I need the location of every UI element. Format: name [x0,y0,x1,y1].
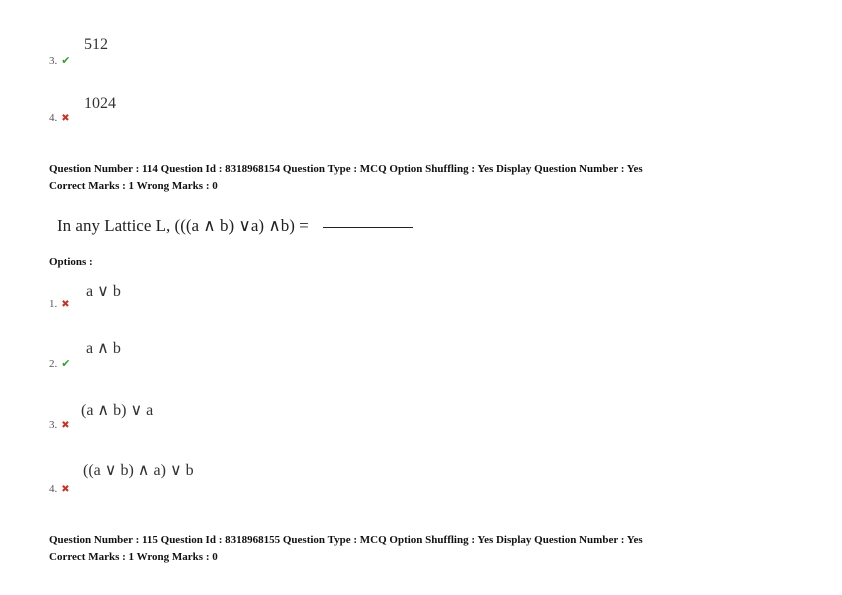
option-value: a ∨ b [86,283,121,300]
cross-icon: ✖ [61,420,70,431]
option-number: 3. ✔ [49,55,71,67]
option-value: (a ∧ b) ∨ a [81,402,154,419]
option-value: a ∧ b [86,340,121,357]
check-icon: ✔ [61,358,71,370]
cross-icon: ✖ [61,484,70,495]
answer-blank [323,227,413,228]
option-value: 1024 [84,95,116,112]
question-meta: Question Number : 114 Question Id : 8318968154 Question Type : MCQ Option Shuffling : Yes Display Question Number : Yes [49,163,643,175]
question-text: In any Lattice L, (((a ∧ b) ∨a) ∧b) = [57,216,413,236]
options-label: Options : [49,256,93,268]
option-value: 512 [84,36,108,53]
option-number: 2. ✔ [49,358,71,370]
cross-icon: ✖ [61,113,70,124]
option-number: 1. ✖ [49,298,70,310]
option-number: 4. ✖ [49,112,70,124]
option-number: 4. ✖ [49,483,70,495]
check-icon: ✔ [61,55,71,67]
question-marks: Correct Marks : 1 Wrong Marks : 0 [49,551,218,563]
option-value: ((a ∨ b) ∧ a) ∨ b [83,462,194,479]
question-meta: Question Number : 115 Question Id : 8318968155 Question Type : MCQ Option Shuffling : Yes Display Question Number : Yes [49,534,643,546]
option-number: 3. ✖ [49,419,70,431]
question-marks: Correct Marks : 1 Wrong Marks : 0 [49,180,218,192]
cross-icon: ✖ [61,299,70,310]
